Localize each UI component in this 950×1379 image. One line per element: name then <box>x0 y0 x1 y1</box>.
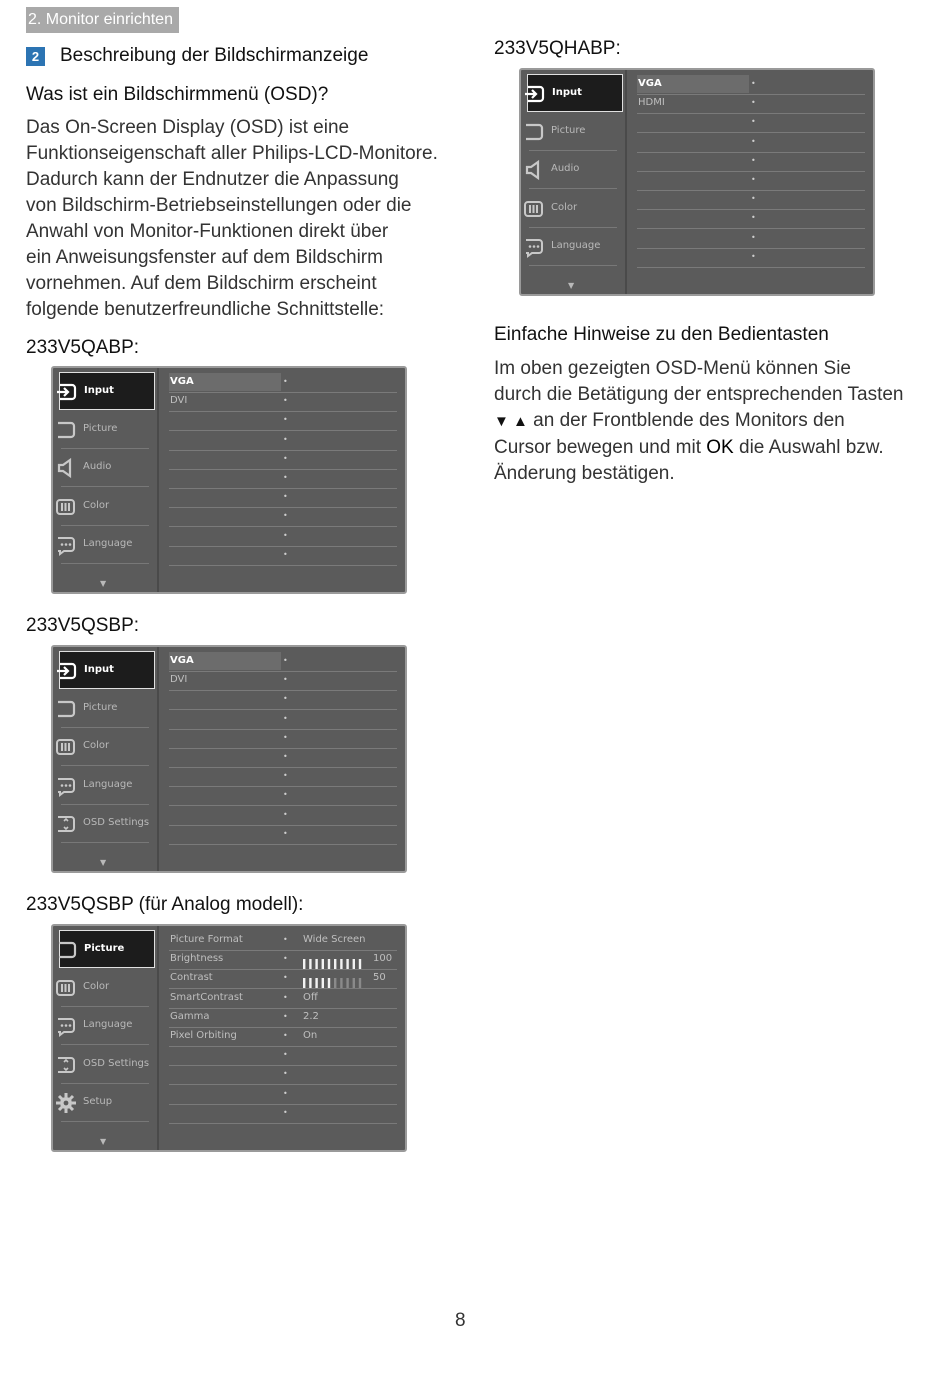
osd-submenu-row[interactable] <box>637 190 865 210</box>
bullet-dot: • <box>283 656 288 665</box>
osd-description-line: Anwahl von Monitor-Funktionen direkt über <box>26 221 389 242</box>
osd-menu-item-input[interactable] <box>59 372 155 410</box>
osd-menu-item-color[interactable] <box>53 488 157 526</box>
model-label-233v5qsbp-analog: 233V5QSBP (für Analog modell): <box>26 894 304 915</box>
model-label-233v5qabp: 233V5QABP: <box>26 337 140 358</box>
osd-submenu-row[interactable] <box>169 969 397 989</box>
hints-line-text: an der Frontblende des Monitors den <box>527 410 845 431</box>
menu-separator <box>61 563 149 564</box>
osd-submenu-row[interactable] <box>169 767 397 787</box>
osd-submenu-row[interactable] <box>637 229 865 249</box>
osd-submenu <box>159 368 405 592</box>
hints-heading: Einfache Hinweise zu den Bedientasten <box>494 324 829 345</box>
hints-line-text: die Auswahl bzw. <box>733 437 884 458</box>
input-icon <box>524 83 546 105</box>
osd-menu-item-setup[interactable] <box>53 1084 157 1122</box>
osd-description-line: folgende benutzerfreundliche Schnittstelle: <box>26 299 385 320</box>
osd-submenu-row[interactable] <box>169 950 397 970</box>
osd-screenshot-233v5qsbp-analog <box>51 924 407 1152</box>
osd-menu-item-picture[interactable] <box>59 930 155 968</box>
level-bar[interactable] <box>303 973 365 983</box>
osd-submenu-row[interactable] <box>637 209 865 229</box>
osd-submenu-row[interactable] <box>169 488 397 508</box>
osd-submenu <box>159 926 405 1150</box>
color-icon <box>55 977 77 999</box>
bullet-dot: • <box>283 752 288 761</box>
osd-submenu-value: Off <box>303 991 318 1003</box>
osd-menu-item-picture[interactable] <box>53 690 157 728</box>
osd-submenu-row[interactable] <box>169 1104 397 1124</box>
level-value: 100 <box>373 953 393 965</box>
osd-description-line: Das On-Screen Display (OSD) ist eine <box>26 117 350 138</box>
osd-menu-item-language[interactable] <box>53 1007 157 1045</box>
bullet-dot: • <box>751 213 756 223</box>
osd-description-line: ein Anweisungsfenster auf dem Bildschirm <box>26 247 383 268</box>
osd-menu-item-color[interactable] <box>521 190 625 228</box>
language-icon <box>55 775 77 797</box>
osd-submenu-row[interactable] <box>637 113 865 133</box>
bullet-dot: • <box>751 155 756 165</box>
hints-line <box>494 435 934 461</box>
osd-submenu-row[interactable] <box>637 94 865 114</box>
hints-line: Im oben gezeigten OSD-Menü können Sie <box>494 358 851 379</box>
osd-menu-label: Color <box>83 499 110 511</box>
osd-submenu-row[interactable] <box>169 527 397 547</box>
osd-menu-label: Input <box>84 385 114 396</box>
osd-submenu <box>159 647 405 871</box>
bullet-dot: • <box>751 136 756 146</box>
osd-menu-label: OSD Settings <box>83 1057 150 1069</box>
bullet-dot: • <box>751 117 756 127</box>
osd-submenu-row[interactable] <box>637 171 865 191</box>
scroll-down-icon[interactable]: ▼ <box>568 280 575 290</box>
osd-menu-label: Picture <box>551 124 586 136</box>
osd-menu-label: Picture <box>84 943 125 954</box>
bullet-dot: • <box>751 194 756 204</box>
hints-line: Änderung bestätigen. <box>494 463 675 484</box>
osd-menu-label: Input <box>84 664 114 675</box>
osd-submenu-row[interactable] <box>169 1027 397 1047</box>
osd-main-menu <box>521 70 627 294</box>
osd-menu-label: Color <box>83 740 110 751</box>
osd-screenshot-233v5qabp <box>51 366 407 594</box>
bullet-dot: • <box>283 732 288 742</box>
osd-main-menu <box>53 368 159 592</box>
osd-description-line: Funktionseigenschaft aller Philips-LCD-Monitore. <box>26 143 438 164</box>
scroll-down-icon[interactable]: ▼ <box>100 1136 107 1146</box>
bullet-dot: • <box>283 1069 288 1079</box>
osd-description-line: vornehmen. Auf dem Bildschirm erscheint <box>26 273 377 294</box>
osd-submenu-label: VGA <box>638 78 662 89</box>
osd-submenu-label: DVI <box>170 674 188 686</box>
bullet-dot: • <box>751 175 756 184</box>
input-icon <box>56 381 78 403</box>
osd-submenu-label: Gamma <box>170 1010 210 1022</box>
level-bar[interactable] <box>303 954 365 964</box>
osd-menu-item-osd-settings[interactable] <box>53 805 157 843</box>
bullet-dot: • <box>283 453 288 463</box>
bullet-dot: • <box>283 415 288 425</box>
bullet-dot: • <box>283 954 288 964</box>
osd-description <box>26 115 456 323</box>
osd-submenu-label: Contrast <box>170 972 213 984</box>
osd-submenu-row[interactable] <box>169 373 397 393</box>
chapter-tab: 2. Monitor einrichten <box>26 7 179 33</box>
osd-submenu-row[interactable] <box>169 1065 397 1085</box>
osd-submenu-row[interactable] <box>169 729 397 749</box>
osd-submenu-row[interactable] <box>637 152 865 172</box>
osd-menu-label: Language <box>83 1019 133 1030</box>
menu-separator <box>529 265 617 266</box>
color-icon <box>55 496 77 518</box>
bullet-dot: • <box>283 377 288 386</box>
audio-icon <box>55 457 77 479</box>
osd-screenshot-233v5qsbp <box>51 645 407 873</box>
osd-submenu-label: VGA <box>170 376 194 387</box>
osd-description-line: von Bildschirm-Betriebseinstellungen oder die <box>26 195 412 216</box>
osd-submenu <box>627 70 873 294</box>
osd-main-menu <box>53 647 159 871</box>
osd-menu-label: Input <box>552 87 582 98</box>
osd-submenu-label: Brightness <box>170 953 224 965</box>
bullet-dot: • <box>283 396 288 406</box>
bullet-dot: • <box>751 251 756 261</box>
page-number: 8 <box>455 1310 466 1331</box>
color-icon <box>523 198 545 220</box>
hints-line: durch die Betätigung der entsprechenden Tasten <box>494 384 904 405</box>
osd-submenu-row[interactable] <box>169 411 397 431</box>
bullet-dot: • <box>283 935 288 944</box>
osd-submenu-row[interactable] <box>637 75 865 95</box>
arrow-keys-symbols: ▼ ▲ <box>494 413 528 430</box>
osd-submenu-row[interactable] <box>169 450 397 470</box>
osd-submenu-value: 2.2 <box>303 1010 319 1022</box>
bullet-dot: • <box>283 1031 288 1040</box>
osd-submenu-row[interactable] <box>169 786 397 806</box>
ok-key-label: OK <box>706 437 734 458</box>
osd-menu-label: Picture <box>83 701 118 713</box>
bullet-dot: • <box>283 473 288 482</box>
osd-submenu-row[interactable] <box>169 671 397 691</box>
osd-submenu-row[interactable] <box>169 1085 397 1105</box>
menu-separator <box>61 842 149 843</box>
osd-submenu-label: VGA <box>170 655 194 666</box>
osd-submenu-row[interactable] <box>169 931 397 951</box>
language-icon <box>55 1015 77 1037</box>
osd-submenu-value: On <box>303 1030 318 1041</box>
osd-menu-label: Audio <box>551 163 580 174</box>
bullet-dot: • <box>283 1050 288 1060</box>
color-icon <box>55 736 77 758</box>
osd-menu-item-input[interactable] <box>527 74 623 112</box>
model-label-233v5qhabp: 233V5QHABP: <box>494 38 621 59</box>
hints-line-text: Cursor bewegen und mit <box>494 437 707 458</box>
section-number: 2 <box>26 47 45 66</box>
bullet-dot: • <box>283 530 288 540</box>
osd-submenu-row[interactable] <box>169 825 397 845</box>
osd-submenu-row[interactable] <box>169 546 397 566</box>
osd-submenu-label: HDMI <box>638 97 665 109</box>
osd-submenu-row[interactable] <box>169 806 397 826</box>
bullet-dot: • <box>283 694 288 704</box>
bullet-dot: • <box>283 1088 288 1098</box>
osd-submenu-label: SmartContrast <box>170 991 243 1003</box>
bullet-dot: • <box>283 992 288 1002</box>
bullet-dot: • <box>283 511 288 521</box>
osd-menu-item-language[interactable] <box>53 767 157 805</box>
scroll-down-icon[interactable]: ▼ <box>100 578 107 588</box>
osd-menu-label: Language <box>83 778 133 790</box>
osd-submenu-label: Picture Format <box>170 934 243 945</box>
osd-menu-label: Setup <box>83 1096 113 1107</box>
osd-submenu-label: Pixel Orbiting <box>170 1030 237 1041</box>
section-heading <box>26 44 368 68</box>
setup-icon <box>55 1092 77 1114</box>
osd-menu-label: Color <box>83 980 110 992</box>
section-title: Beschreibung der Bildschirmanzeige <box>60 45 369 66</box>
osd-submenu-label: DVI <box>170 395 188 407</box>
bullet-dot: • <box>283 713 288 723</box>
language-icon <box>55 534 77 556</box>
osd-menu-item-audio[interactable] <box>53 449 157 487</box>
bullet-dot: • <box>283 828 288 838</box>
bullet-dot: • <box>283 675 288 685</box>
osd-submenu-row[interactable] <box>169 1046 397 1066</box>
bullet-dot: • <box>751 98 756 108</box>
osd-menu-item-language[interactable] <box>521 228 625 266</box>
osd-submenu-row[interactable] <box>169 989 397 1009</box>
osd-submenu-row[interactable] <box>169 392 397 412</box>
bullet-dot: • <box>283 809 288 819</box>
osd-submenu-row[interactable] <box>637 248 865 268</box>
osd-submenu-row[interactable] <box>169 710 397 730</box>
osd-menu-item-input[interactable] <box>59 651 155 689</box>
bullet-dot: • <box>283 549 288 559</box>
menu-separator <box>61 1121 149 1122</box>
osd-settings-icon <box>55 813 77 835</box>
picture-icon <box>55 419 77 441</box>
bullet-dot: • <box>283 492 288 502</box>
input-icon <box>56 660 78 682</box>
scroll-down-icon[interactable]: ▼ <box>100 857 107 867</box>
osd-menu-label: OSD Settings <box>83 817 150 828</box>
hints-text <box>494 356 934 487</box>
bullet-dot: • <box>283 790 288 800</box>
osd-menu-label: Language <box>83 538 133 549</box>
bullet-dot: • <box>283 771 288 781</box>
osd-submenu-row[interactable] <box>169 431 397 451</box>
osd-menu-item-color[interactable] <box>53 728 157 766</box>
osd-submenu-row[interactable] <box>169 748 397 768</box>
osd-submenu-row[interactable] <box>169 507 397 527</box>
bullet-dot: • <box>283 1011 288 1021</box>
osd-menu-label: Audio <box>83 461 112 472</box>
bullet-dot: • <box>283 434 288 444</box>
osd-description-line: Dadurch kann der Endnutzer die Anpassung <box>26 169 399 190</box>
osd-menu-label: Color <box>551 201 578 213</box>
osd-submenu-row[interactable] <box>169 469 397 489</box>
bullet-dot: • <box>283 1107 288 1117</box>
osd-menu-label: Language <box>551 240 601 251</box>
hints-line <box>494 408 934 435</box>
language-icon <box>523 236 545 258</box>
osd-menu-label: Picture <box>83 422 118 434</box>
osd-menu-item-picture[interactable] <box>521 113 625 151</box>
model-label-233v5qsbp: 233V5QSBP: <box>26 615 140 636</box>
osd-submenu-row[interactable] <box>169 652 397 672</box>
osd-settings-icon <box>55 1054 77 1076</box>
osd-question-heading: Was ist ein Bildschirmmenü (OSD)? <box>26 84 329 105</box>
osd-main-menu <box>53 926 159 1150</box>
level-value: 50 <box>373 972 386 984</box>
picture-icon <box>523 121 545 143</box>
osd-menu-item-osd-settings[interactable] <box>53 1046 157 1084</box>
bullet-dot: • <box>751 232 756 242</box>
picture-icon <box>56 939 78 961</box>
osd-menu-item-picture[interactable] <box>53 411 157 449</box>
osd-submenu-value: Wide Screen <box>303 934 366 945</box>
osd-submenu-row[interactable] <box>637 133 865 153</box>
picture-icon <box>55 698 77 720</box>
bullet-dot: • <box>283 973 288 983</box>
osd-submenu-row[interactable] <box>169 690 397 710</box>
audio-icon <box>523 159 545 181</box>
osd-submenu-row[interactable] <box>169 1008 397 1028</box>
osd-menu-item-color[interactable] <box>53 969 157 1007</box>
osd-menu-item-language[interactable] <box>53 526 157 564</box>
osd-screenshot-233v5qhabp <box>519 68 875 296</box>
osd-menu-item-audio[interactable] <box>521 151 625 189</box>
bullet-dot: • <box>751 79 756 88</box>
